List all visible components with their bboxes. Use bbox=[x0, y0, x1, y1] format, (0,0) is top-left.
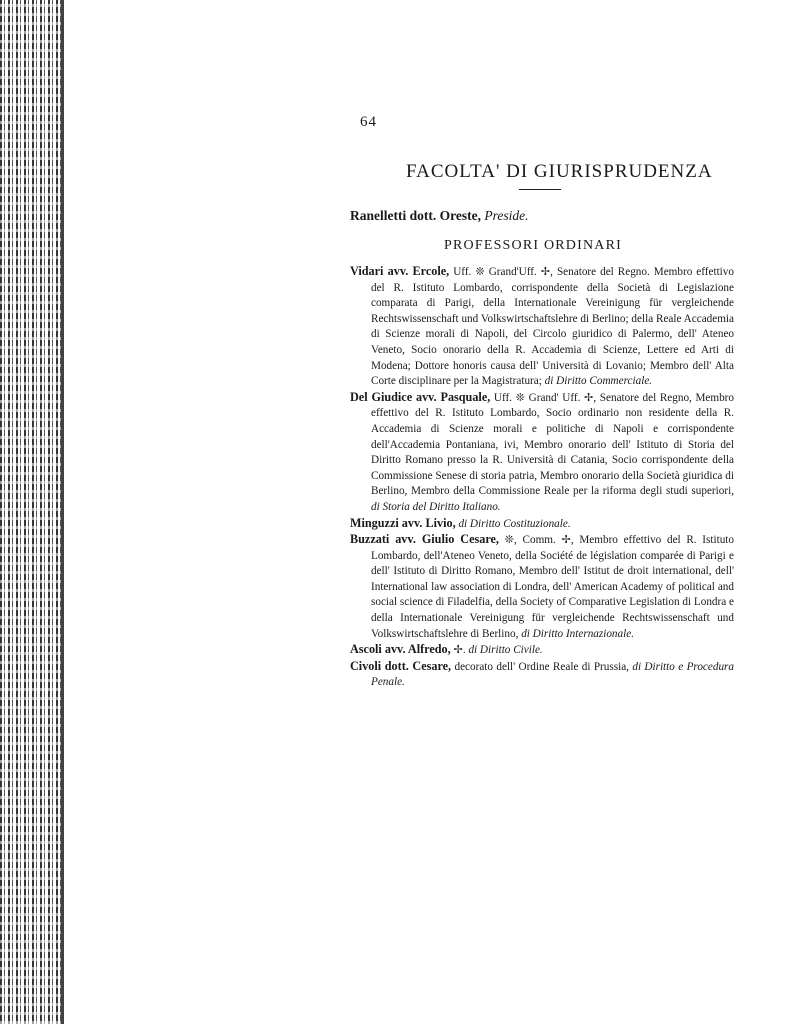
professor-name: Vidari avv. Ercole, bbox=[350, 264, 450, 278]
professor-entry bbox=[350, 659, 734, 691]
professor-details: ✢. bbox=[450, 644, 466, 657]
professor-chair: di Diritto Civile. bbox=[468, 644, 543, 657]
professor-chair: di Diritto e Procedura Penale. bbox=[371, 660, 734, 689]
professor-entry bbox=[350, 532, 734, 642]
professor-entry bbox=[350, 264, 734, 390]
professor-chair: di Diritto Costituzionale. bbox=[458, 517, 571, 530]
page-number: 64 bbox=[360, 114, 377, 130]
professor-entry bbox=[350, 642, 734, 659]
professor-chair: di Diritto Commerciale. bbox=[544, 375, 653, 388]
dean-role: Preside. bbox=[484, 208, 529, 223]
professor-name: Buzzati avv. Giulio Cesare, bbox=[350, 532, 499, 547]
professor-details: ❊, Comm. ✢, Membro effettivo del R. Istituto Lombardo, dell'Ateneo Veneto, della Société de législation comparée di Parigi e dell' Istituto di Diritto Romano, Membro dell' Istitut de droit international, dell' International law association di Londra, dell' American Academy of political and social science di Filadelfia, della Society of Comparative Legislation di Londra e della Internationale Vereinigung für vergleichende Rechtswissenschaft und Volkswirtschaftslehre di Berlino, bbox=[371, 534, 734, 640]
professor-details: Uff. ❊ Grand' Uff. ✢, Senatore del Regno, Membro effettivo del R. Istituto Lombardo, Socio ordinario non residente della R. Accademia di Scienze morali e politiche di Napoli e corrispondente dell'Accademia Pontaniana, ivi, Membro onorario dell' Istituto di Storia del Diritto Romano presso la R. Università di Catania, Socio corrispondente della Commissione Senese di storia patria, Membro onorario della Società giuridica di Berlino, Membro della Commissione Reale per la riforma degli studi superiori, bbox=[371, 391, 735, 498]
professor-list bbox=[350, 264, 734, 691]
professor-chair: di Diritto Internazionale. bbox=[521, 627, 634, 640]
professor-details: decorato dell' Ordine Reale di Prussia, bbox=[451, 660, 629, 673]
faculty-title: FACOLTA' DI GIURISPRUDENZA bbox=[406, 161, 713, 182]
professor-name: Civoli dott. Cesare, bbox=[350, 658, 452, 673]
book-binding-edge bbox=[0, 0, 64, 1024]
professor-entry bbox=[350, 516, 734, 533]
professor-details: Uff. ❊ Grand'Uff. ✢, Senatore del Regno. Membro effettivo del R. Istituto Lombardo, corrispondente della Società di Legislazione comparata di Parigi, della Internationale Vereinigung für vergleichende Rechtswissenschaft und Volkswirtschaftslehre di Berlino; della Reale Accademia di Scienze morali di Napoli, del Circolo giuridico di Palermo, dell' Ateneo Veneto, Socio onorario della R. Accademia di Scienze, Lettere ed Arti di Modena; Dottore honoris causa dell' Università di Lovanio; Membro dell' Alta Corte disciplinare per la Magistratura; bbox=[371, 266, 734, 388]
document-page bbox=[64, 0, 795, 1024]
professor-name: Ascoli avv. Alfredo, bbox=[350, 642, 451, 657]
professor-name: Minguzzi avv. Livio, bbox=[350, 515, 456, 530]
professor-name: Del Giudice avv. Pasquale, bbox=[350, 389, 491, 404]
professor-entry bbox=[350, 390, 734, 516]
title-divider bbox=[519, 189, 561, 190]
dean-name: Ranelletti dott. Oreste, bbox=[350, 208, 481, 223]
dean-line bbox=[350, 208, 528, 224]
section-title: PROFESSORI ORDINARI bbox=[444, 238, 622, 253]
professor-chair: di Storia del Diritto Italiano. bbox=[371, 500, 501, 513]
